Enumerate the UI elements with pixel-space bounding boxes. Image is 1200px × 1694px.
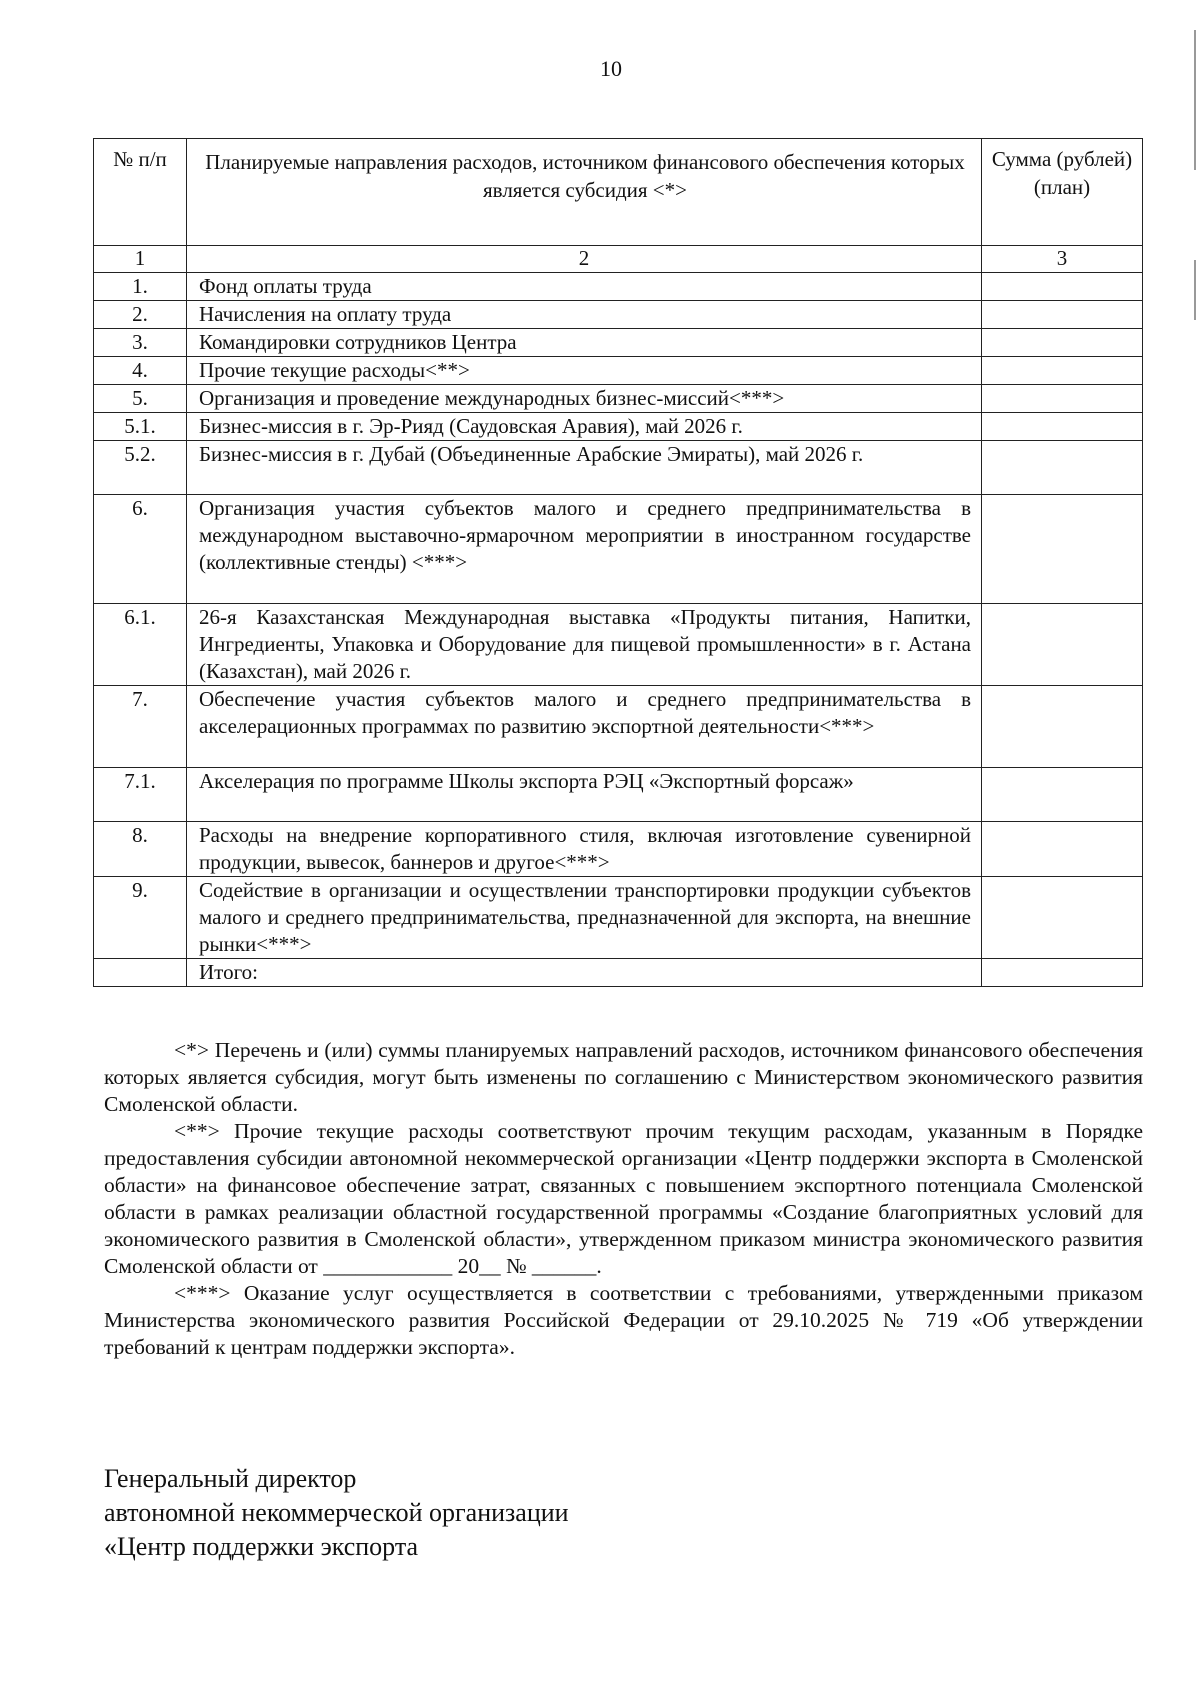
row-sum [982,822,1143,877]
table-row [94,604,1143,686]
signature-line: автономной некоммерческой организации [104,1498,569,1527]
row-description: Фонд оплаты труда [187,273,982,301]
column-number: 1 [94,246,187,273]
table-row [94,273,1143,301]
row-sum [982,301,1143,329]
table-row [94,877,1143,959]
signature-line: Генеральный директор [104,1464,357,1493]
row-sum [982,495,1143,604]
row-sum [982,768,1143,822]
row-description: Обеспечение участия субъектов малого и среднего предпринимательства в акселерационных программах по развитию экспортной деятельности<***> [187,686,982,768]
table-row [94,495,1143,604]
row-sum [982,273,1143,301]
header-num: № п/п [94,139,187,246]
row-number: 7.1. [94,768,187,822]
footnote-1: <*> Перечень и (или) суммы планируемых направлений расходов, источником финансового обеспечения которых является субсидия, могут быть изменены по соглашению с Министерством экономического развития Смоленской области. [104,1038,1143,1116]
header-desc: Планируемые направления расходов, источником финансового обеспечения которых является субсидия <*> [187,139,982,246]
row-sum [982,604,1143,686]
table-row [94,686,1143,768]
signature-line: «Центр поддержки экспорта [104,1532,419,1561]
row-description: Начисления на оплату труда [187,301,982,329]
row-sum [982,385,1143,413]
table-header-row [94,139,1143,246]
row-description: Расходы на внедрение корпоративного стиля, включая изготовление сувенирной продукции, вывесок, баннеров и другое<***> [187,822,982,877]
row-description: Акселерация по программе Школы экспорта РЭЦ «Экспортный форсаж» [187,768,982,822]
column-number: 2 [187,246,982,273]
row-sum [982,959,1143,987]
table-row [94,385,1143,413]
row-number: 8. [94,822,187,877]
table-row [94,959,1143,987]
table-row [94,301,1143,329]
row-sum [982,686,1143,768]
row-sum [982,877,1143,959]
row-description: Бизнес-миссия в г. Дубай (Объединенные Арабские Эмираты), май 2026 г. [187,441,982,495]
column-number-row [94,246,1143,273]
row-number: 5.1. [94,413,187,441]
table-row [94,329,1143,357]
row-description: Содействие в организации и осуществлении транспортировки продукции субъектов малого и среднего предпринимательства, предназначенной для экспорта, на внешние рынки<***> [187,877,982,959]
row-number: 4. [94,357,187,385]
row-sum [982,357,1143,385]
row-number: 5. [94,385,187,413]
page-number: 10 [600,56,622,81]
header-sum: Сумма (рублей) (план) [982,139,1143,246]
scan-edge-mark [1194,30,1196,170]
row-description: Командировки сотрудников Центра [187,329,982,357]
row-number: 6. [94,495,187,604]
row-number: 9. [94,877,187,959]
row-description: Организация и проведение международных бизнес-миссий<***> [187,385,982,413]
table-row [94,357,1143,385]
row-number: 3. [94,329,187,357]
budget-table [93,138,1143,987]
row-description: 26-я Казахстанская Международная выставка «Продукты питания, Напитки, Ингредиенты, Упаковка и Оборудование для пищевой промышленности» в г. Астана (Казахстан), май 2026 г. [187,604,982,686]
row-description: Бизнес-миссия в г. Эр-Рияд (Саудовская Аравия), май 2026 г. [187,413,982,441]
row-sum [982,329,1143,357]
signature-block [104,1462,569,1564]
table-row [94,413,1143,441]
row-number: 5.2. [94,441,187,495]
scan-edge-mark [1194,260,1196,320]
row-sum [982,413,1143,441]
row-sum [982,441,1143,495]
row-number: 1. [94,273,187,301]
table-row [94,768,1143,822]
table-row [94,441,1143,495]
row-description: Итого: [187,959,982,987]
row-number [94,959,187,987]
table-row [94,822,1143,877]
row-description: Организация участия субъектов малого и среднего предпринимательства в международном выставочно-ярмарочном мероприятии в иностранном государстве (коллективные стенды) <***> [187,495,982,604]
footnotes [104,1037,1143,1361]
row-number: 6.1. [94,604,187,686]
column-number: 3 [982,246,1143,273]
footnote-3: <***> Оказание услуг осуществляется в соответствии с требованиями, утвержденными приказом Министерства экономического развития Российской Федерации от 29.10.2025 № 719 «Об утверждении требований к центрам поддержки экспорта». [104,1281,1143,1359]
footnote-2: <**> Прочие текущие расходы соответствуют прочим текущим расходам, указанным в Порядке предоставления субсидии автономной некоммерческой организации «Центр поддержки экспорта в Смоленской области» на финансовое обеспечение затрат, связанных с повышением экспортного потенциала Смоленской области в рамках реализации областной государственной программы «Создание благоприятных условий для экономического развития в Смоленской области», утвержденном приказом министра экономического развития Смоленской области от ____________ 20__ № ______. [104,1119,1143,1278]
row-number: 2. [94,301,187,329]
row-number: 7. [94,686,187,768]
row-description: Прочие текущие расходы<**> [187,357,982,385]
